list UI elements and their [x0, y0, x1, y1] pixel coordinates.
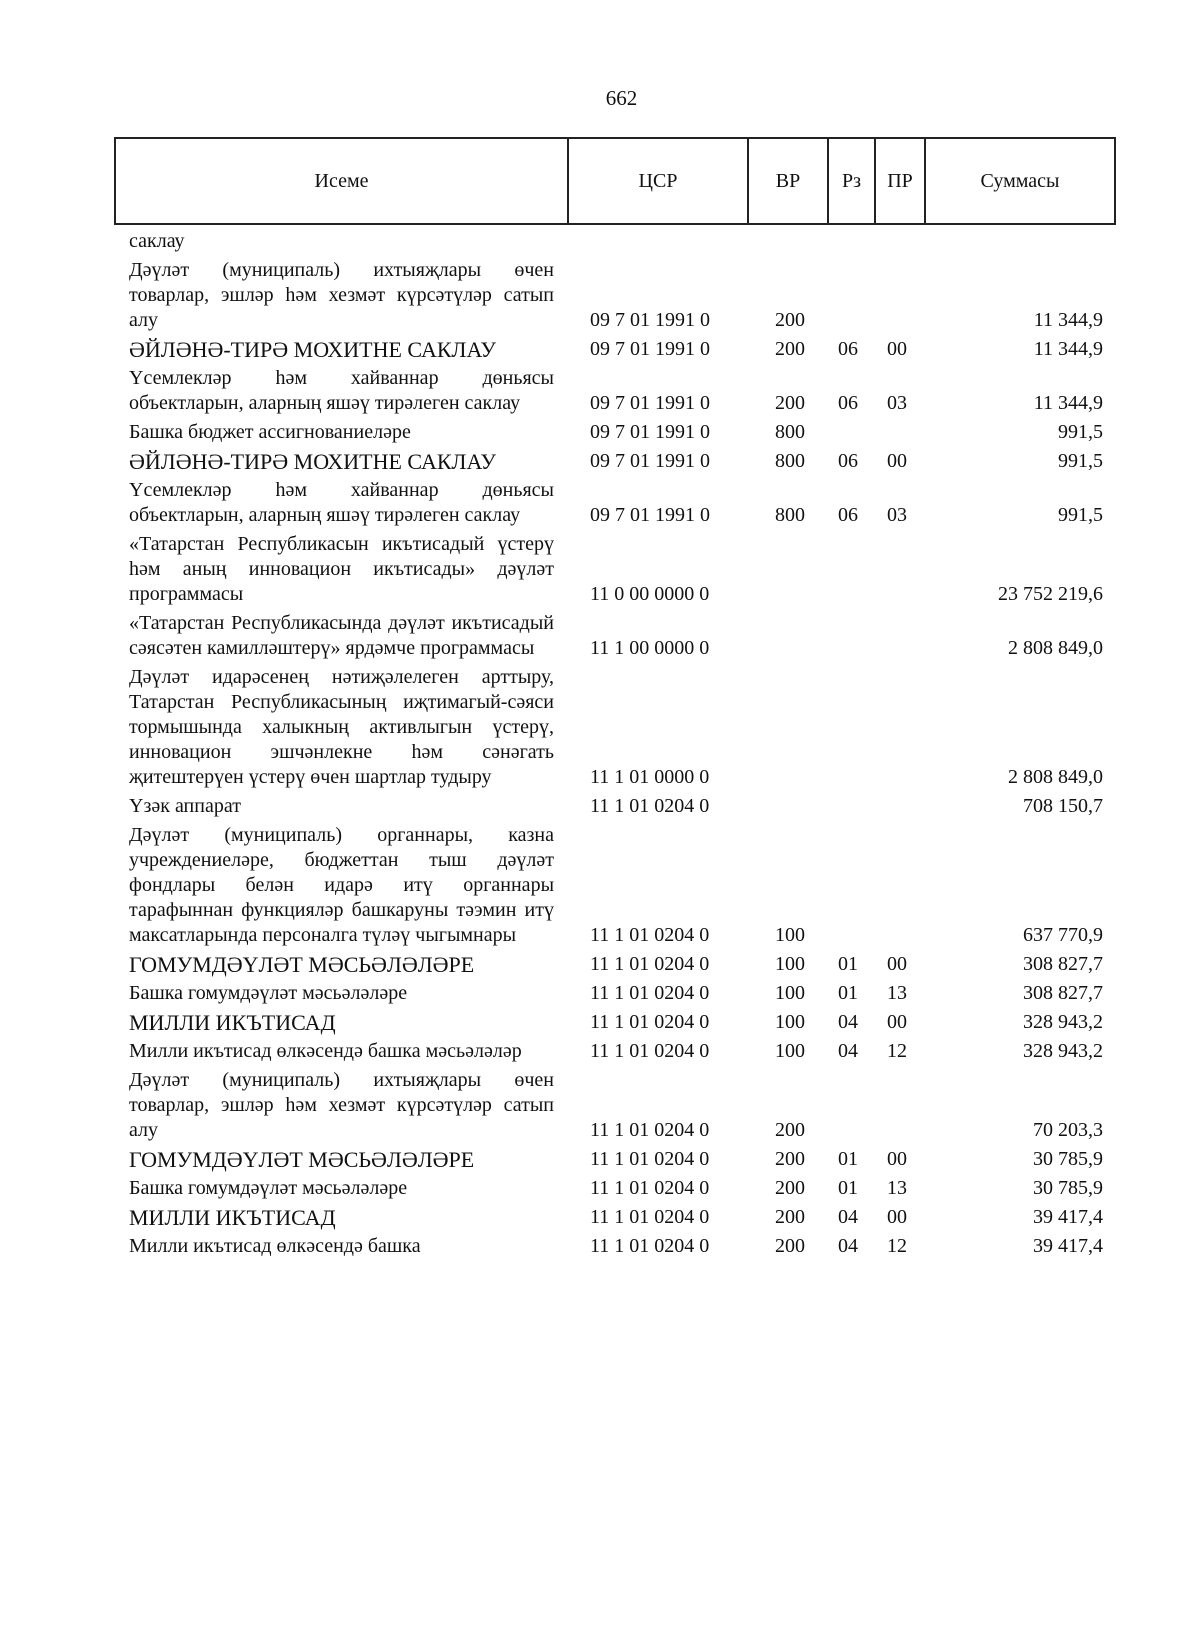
- row-rz: [828, 793, 875, 822]
- row-name: Үзәк аппарат: [129, 795, 241, 817]
- row-csr: 09 7 01 1991 0: [590, 392, 710, 414]
- row-sum: 991,5: [1058, 504, 1103, 526]
- table-row: [115, 336, 1115, 365]
- row-vr: 100: [775, 924, 805, 946]
- table-row: [115, 951, 1115, 980]
- row-sum: 328 943,2: [1023, 1011, 1103, 1033]
- row-rz: 01: [838, 982, 858, 1004]
- row-name: МИЛЛИ ИКЪТИСАД: [129, 1205, 336, 1230]
- table-row: [115, 980, 1115, 1009]
- row-pr: [875, 257, 925, 336]
- row-csr: 09 7 01 1991 0: [590, 338, 710, 360]
- row-name: Дәүләт (муниципаль) ихтыяҗлары өчен товарлар, эшләр һәм хезмәт күрсәтүләр сатып алу: [129, 259, 554, 331]
- row-name: ГОМУМДӘҮЛӘТ МӘСЬӘЛӘЛӘРЕ: [129, 1147, 475, 1172]
- row-csr: 11 1 01 0204 0: [590, 953, 710, 975]
- row-sum: 11 344,9: [1033, 392, 1103, 414]
- row-pr: 00: [887, 1206, 907, 1228]
- table-row: [115, 793, 1115, 822]
- row-rz: [828, 822, 875, 951]
- row-pr: 00: [887, 1148, 907, 1170]
- table-header: [115, 138, 1115, 224]
- row-csr: 11 1 01 0204 0: [590, 924, 710, 946]
- table-row: [115, 822, 1115, 951]
- row-csr: 11 1 01 0204 0: [590, 795, 710, 817]
- row-name: Үсемлекләр һәм хайваннар дөньясы объектларын, аларның яшәү тирәлеген саклау: [129, 367, 554, 414]
- row-sum: 328 943,2: [1023, 1040, 1103, 1062]
- row-rz: 01: [838, 1177, 858, 1199]
- row-sum: 708 150,7: [1023, 795, 1103, 817]
- row-csr: 09 7 01 1991 0: [590, 450, 710, 472]
- row-pr: 13: [887, 1177, 907, 1199]
- row-rz: [828, 224, 875, 257]
- row-name: ӘЙЛӘНӘ-ТИРӘ МОХИТНЕ САКЛАУ: [129, 449, 496, 474]
- row-name: Милли икътисад өлкәсендә башка: [129, 1235, 421, 1257]
- row-sum: 11 344,9: [1033, 309, 1103, 331]
- row-csr: 11 1 01 0204 0: [590, 1119, 710, 1141]
- header-pr: ПР: [875, 138, 925, 224]
- row-pr: 03: [887, 392, 907, 414]
- row-name: Үсемлекләр һәм хайваннар дөньясы объектларын, аларның яшәү тирәлеген саклау: [129, 479, 554, 526]
- row-vr: 200: [775, 309, 805, 331]
- row-vr: 200: [775, 1119, 805, 1141]
- table-row: [115, 610, 1115, 664]
- row-rz: 04: [838, 1040, 858, 1062]
- table-row: [115, 1233, 1115, 1262]
- row-vr: 800: [775, 504, 805, 526]
- row-name: «Татарстан Республикасын икътисадый үстерү һәм аның инновацион икътисады» дәүләт программасы: [129, 533, 554, 605]
- row-csr: 11 1 01 0204 0: [590, 1206, 710, 1228]
- row-pr: 03: [887, 504, 907, 526]
- row-csr: 11 1 01 0204 0: [590, 982, 710, 1004]
- row-sum: 2 808 849,0: [1008, 637, 1103, 659]
- row-vr: [748, 793, 828, 822]
- page-number: 662: [605, 86, 638, 110]
- table-row: [115, 1009, 1115, 1038]
- row-rz: 04: [838, 1011, 858, 1033]
- row-pr: [875, 1067, 925, 1146]
- row-sum: 308 827,7: [1023, 953, 1103, 975]
- header-csr: ЦСР: [568, 138, 748, 224]
- row-name: саклау: [129, 230, 185, 252]
- row-sum: 70 203,3: [1033, 1119, 1103, 1141]
- row-csr: 09 7 01 1991 0: [590, 309, 710, 331]
- row-vr: 100: [775, 1011, 805, 1033]
- row-rz: 06: [838, 504, 858, 526]
- header-rz: Рз: [828, 138, 875, 224]
- header-sum: Суммасы: [925, 138, 1115, 224]
- row-rz: 06: [838, 450, 858, 472]
- row-name: ГОМУМДӘҮЛӘТ МӘСЬӘЛӘЛӘРЕ: [129, 952, 475, 977]
- row-vr: 200: [775, 1206, 805, 1228]
- row-rz: [828, 531, 875, 610]
- row-pr: 13: [887, 982, 907, 1004]
- row-pr: 00: [887, 450, 907, 472]
- row-vr: 100: [775, 953, 805, 975]
- row-vr: 800: [775, 450, 805, 472]
- row-rz: 01: [838, 1148, 858, 1170]
- row-csr: 11 0 00 0000 0: [590, 583, 710, 605]
- row-vr: 200: [775, 1177, 805, 1199]
- row-name: Башка гомумдәүләт мәсьәләләре: [129, 982, 408, 1004]
- table-row: [115, 224, 1115, 257]
- header-vr: ВР: [748, 138, 828, 224]
- table-row: [115, 477, 1115, 531]
- row-pr: [875, 610, 925, 664]
- table-row: [115, 1146, 1115, 1175]
- row-vr: [748, 610, 828, 664]
- row-sum: 308 827,7: [1023, 982, 1103, 1004]
- row-rz: [828, 664, 875, 793]
- row-vr: 100: [775, 1040, 805, 1062]
- table-row: [115, 1175, 1115, 1204]
- row-rz: 06: [838, 338, 858, 360]
- row-rz: 04: [838, 1206, 858, 1228]
- row-csr: 11 1 01 0204 0: [590, 1177, 710, 1199]
- row-name: ӘЙЛӘНӘ-ТИРӘ МОХИТНЕ САКЛАУ: [129, 337, 496, 362]
- row-sum: 39 417,4: [1033, 1206, 1103, 1228]
- row-name: Дәүләт идарәсенең нәтиҗәлелеген арттыру, Татарстан Республикасының иҗтимагый-сәяси тормышында халыкның активлыгын үстерү, инновацион эшчәнлекне һәм сәнәгать җитештерүен үстерү өчен шартлар тудыру: [129, 666, 554, 788]
- row-rz: 06: [838, 392, 858, 414]
- row-csr: 09 7 01 1991 0: [590, 421, 710, 443]
- row-rz: [828, 610, 875, 664]
- row-pr: 12: [887, 1040, 907, 1062]
- row-sum: 30 785,9: [1033, 1177, 1103, 1199]
- table-row: [115, 419, 1115, 448]
- row-csr: 11 1 01 0204 0: [590, 1235, 710, 1257]
- row-rz: [828, 1067, 875, 1146]
- row-pr: [875, 419, 925, 448]
- row-csr: 11 1 01 0204 0: [590, 1040, 710, 1062]
- row-pr: 00: [887, 338, 907, 360]
- row-pr: 00: [887, 1011, 907, 1033]
- row-name: Дәүләт (муниципаль) ихтыяҗлары өчен товарлар, эшләр һәм хезмәт күрсәтүләр сатып алу: [129, 1069, 554, 1141]
- row-rz: [828, 257, 875, 336]
- row-vr: 200: [775, 1148, 805, 1170]
- row-sum: 2 808 849,0: [1008, 766, 1103, 788]
- row-name: Башка бюджет ассигнованиеләре: [129, 421, 411, 443]
- row-name: Башка гомумдәүләт мәсьәләләре: [129, 1177, 408, 1199]
- row-csr: 11 1 01 0204 0: [590, 1011, 710, 1033]
- row-name: Милли икътисад өлкәсендә башка мәсьәләләр: [129, 1040, 522, 1062]
- row-csr: 11 1 01 0000 0: [590, 766, 710, 788]
- table-row: [115, 531, 1115, 610]
- row-pr: 00: [887, 953, 907, 975]
- table-row: [115, 1067, 1115, 1146]
- row-pr: 12: [887, 1235, 907, 1257]
- row-rz: [828, 419, 875, 448]
- row-vr: 200: [775, 338, 805, 360]
- row-pr: [875, 531, 925, 610]
- table-row: [115, 257, 1115, 336]
- row-rz: 04: [838, 1235, 858, 1257]
- table-row: [115, 448, 1115, 477]
- row-name: «Татарстан Республикасында дәүләт икътисадый сәясәтен камилләштерү» ярдәмче программасы: [129, 612, 554, 659]
- row-sum: 23 752 219,6: [998, 583, 1103, 605]
- table-row: [115, 1038, 1115, 1067]
- row-pr: [875, 793, 925, 822]
- row-vr: [748, 531, 828, 610]
- row-csr: 11 1 00 0000 0: [590, 637, 710, 659]
- row-sum: 39 417,4: [1033, 1235, 1103, 1257]
- table-body: [115, 224, 1115, 1262]
- row-vr: 200: [775, 392, 805, 414]
- row-name: Дәүләт (муниципаль) органнары, казна учреждениеләре, бюджеттан тыш дәүләт фондлары белән идарә итү органнары тарафыннан функцияләр башкаруны тәэмин итү максатларында персоналга түләү чыгымнары: [129, 824, 554, 946]
- table-row: [115, 365, 1115, 419]
- row-sum: [925, 224, 1115, 257]
- row-vr: [748, 664, 828, 793]
- row-vr: [748, 224, 828, 257]
- row-name: МИЛЛИ ИКЪТИСАД: [129, 1010, 336, 1035]
- row-sum: 991,5: [1058, 450, 1103, 472]
- row-pr: [875, 224, 925, 257]
- row-pr: [875, 822, 925, 951]
- row-rz: 01: [838, 953, 858, 975]
- row-sum: 11 344,9: [1033, 338, 1103, 360]
- row-sum: 637 770,9: [1023, 924, 1103, 946]
- header-name: Исеме: [115, 138, 568, 224]
- row-vr: 800: [775, 421, 805, 443]
- row-sum: 991,5: [1058, 421, 1103, 443]
- budget-table: [114, 137, 1116, 1262]
- row-csr: 09 7 01 1991 0: [590, 504, 710, 526]
- row-vr: 100: [775, 982, 805, 1004]
- row-csr: [568, 224, 748, 257]
- row-sum: 30 785,9: [1033, 1148, 1103, 1170]
- row-pr: [875, 664, 925, 793]
- table-row: [115, 1204, 1115, 1233]
- row-csr: 11 1 01 0204 0: [590, 1148, 710, 1170]
- row-vr: 200: [775, 1235, 805, 1257]
- table-row: [115, 664, 1115, 793]
